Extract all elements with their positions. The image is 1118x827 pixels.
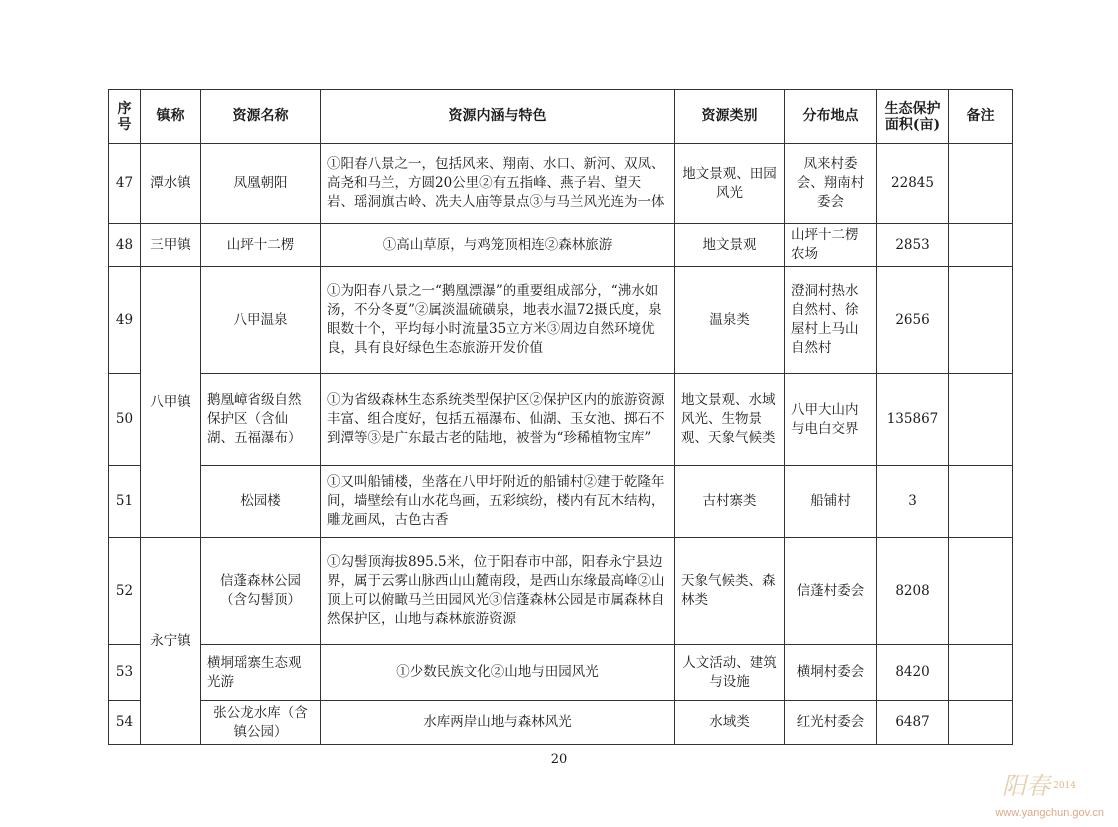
row-location: 信蓬村委会 bbox=[785, 538, 877, 645]
watermark bbox=[956, 769, 1106, 821]
row-name: 山坪十二楞 bbox=[201, 224, 321, 267]
row-category: 温泉类 bbox=[675, 267, 785, 374]
row-no: 53 bbox=[109, 645, 141, 701]
row-location: 凤来村委会、翔南村委会 bbox=[785, 144, 877, 224]
row-remark bbox=[949, 466, 1013, 538]
row-no: 52 bbox=[109, 538, 141, 645]
row-area: 3 bbox=[877, 466, 949, 538]
row-name: 信蓬森林公园（含勾髻顶） bbox=[201, 538, 321, 645]
row-remark bbox=[949, 144, 1013, 224]
row-area: 8208 bbox=[877, 538, 949, 645]
row-area: 2656 bbox=[877, 267, 949, 374]
resource-table bbox=[108, 89, 1013, 745]
row-no: 54 bbox=[109, 701, 141, 745]
row-area: 6487 bbox=[877, 701, 949, 745]
row-remark bbox=[949, 374, 1013, 466]
table-row bbox=[109, 224, 1013, 267]
header-category: 资源类别 bbox=[675, 90, 785, 144]
row-content: ①为省级森林生态系统类型保护区②保护区内的旅游资源丰富、组合度好，包括五福瀑布、仙湖、玉女池、掷石不到潭等③是广东最古老的陆地，被誉为“珍稀植物宝库” bbox=[321, 374, 675, 466]
row-name: 鹅凰嶂省级自然保护区（含仙湖、五福瀑布） bbox=[201, 374, 321, 466]
header-no: 序号 bbox=[109, 90, 141, 144]
row-remark bbox=[949, 701, 1013, 745]
row-content: ①高山草原，与鸡笼顶相连②森林旅游 bbox=[321, 224, 675, 267]
watermark-logo: 阳春 bbox=[1002, 772, 1050, 800]
row-no: 47 bbox=[109, 144, 141, 224]
table-row bbox=[109, 701, 1013, 745]
header-row bbox=[109, 90, 1013, 144]
row-town: 八甲镇 bbox=[141, 267, 201, 538]
row-location: 八甲大山内与电白交界 bbox=[785, 374, 877, 466]
row-no: 51 bbox=[109, 466, 141, 538]
row-no: 50 bbox=[109, 374, 141, 466]
row-name: 八甲温泉 bbox=[201, 267, 321, 374]
row-remark bbox=[949, 267, 1013, 374]
page-number: 20 bbox=[550, 752, 568, 767]
row-remark bbox=[949, 538, 1013, 645]
row-location: 山坪十二楞农场 bbox=[785, 224, 877, 267]
row-category: 古村寨类 bbox=[675, 466, 785, 538]
row-content: ①勾髻顶海拔895.5米，位于阳春市中部，阳春永宁县边界，属于云雾山脉西山山麓南段，是西山东缘最高峰②山顶上可以俯瞰马兰田园风光③信蓬森林公园是市属森林自然保护区，山地与森林旅游资源 bbox=[321, 538, 675, 645]
row-area: 2853 bbox=[877, 224, 949, 267]
row-no: 49 bbox=[109, 267, 141, 374]
row-area: 8420 bbox=[877, 645, 949, 701]
row-name: 凤凰朝阳 bbox=[201, 144, 321, 224]
header-area: 生态保护面积(亩) bbox=[877, 90, 949, 144]
row-remark bbox=[949, 224, 1013, 267]
row-content: 水库两岸山地与森林风光 bbox=[321, 701, 675, 745]
row-remark bbox=[949, 645, 1013, 701]
row-name: 张公龙水库（含镇公园） bbox=[201, 701, 321, 745]
row-category: 水域类 bbox=[675, 701, 785, 745]
row-location: 澄洞村热水自然村、徐屋村上马山自然村 bbox=[785, 267, 877, 374]
table-row bbox=[109, 466, 1013, 538]
table-row bbox=[109, 144, 1013, 224]
header-name: 资源名称 bbox=[201, 90, 321, 144]
row-town: 潭水镇 bbox=[141, 144, 201, 224]
row-location: 红光村委会 bbox=[785, 701, 877, 745]
row-town: 三甲镇 bbox=[141, 224, 201, 267]
row-category: 人文活动、建筑与设施 bbox=[675, 645, 785, 701]
row-location: 横垌村委会 bbox=[785, 645, 877, 701]
row-no: 48 bbox=[109, 224, 141, 267]
header-content: 资源内涵与特色 bbox=[321, 90, 675, 144]
table-row bbox=[109, 267, 1013, 374]
row-area: 22845 bbox=[877, 144, 949, 224]
row-town: 永宁镇 bbox=[141, 538, 201, 745]
row-name: 松园楼 bbox=[201, 466, 321, 538]
row-category: 地文景观、田园风光 bbox=[675, 144, 785, 224]
table-row bbox=[109, 645, 1013, 701]
row-content: ①又叫船铺楼，坐落在八甲圩附近的船铺村②建于乾隆年间，墙壁绘有山水花鸟画，五彩缤纷，楼内有瓦木结构，雕龙画凤，古色古香 bbox=[321, 466, 675, 538]
row-content: ①少数民族文化②山地与田园风光 bbox=[321, 645, 675, 701]
row-category: 地文景观 bbox=[675, 224, 785, 267]
table-row bbox=[109, 538, 1013, 645]
header-town: 镇称 bbox=[141, 90, 201, 144]
header-location: 分布地点 bbox=[785, 90, 877, 144]
row-name: 横垌瑶寨生态观光游 bbox=[201, 645, 321, 701]
row-content: ①阳春八景之一，包括风来、翔南、水口、新河、双凤、高尧和马兰，方圆20公里②有五指峰、燕子岩、望天岩、瑶洞旗古岭、冼夫人庙等景点③与马兰风光连为一体 bbox=[321, 144, 675, 224]
watermark-year: 2014 bbox=[1053, 781, 1076, 791]
row-content: ①为阳春八景之一“鹅凰漂瀑”的重要组成部分，“沸水如汤，不分冬夏”②属淡温硫磺泉，地表水温72摄氏度，泉眼数十个，平均每小时流量35立方米③周边自然环境优良，具有良好绿色生态旅游开发价值 bbox=[321, 267, 675, 374]
row-category: 天象气候类、森林类 bbox=[675, 538, 785, 645]
row-category: 地文景观、水域风光、生物景观、天象气候类 bbox=[675, 374, 785, 466]
watermark-url: www.yangchun.gov.cn bbox=[995, 807, 1104, 819]
row-location: 船铺村 bbox=[785, 466, 877, 538]
row-area: 135867 bbox=[877, 374, 949, 466]
table-row bbox=[109, 374, 1013, 466]
header-remark: 备注 bbox=[949, 90, 1013, 144]
